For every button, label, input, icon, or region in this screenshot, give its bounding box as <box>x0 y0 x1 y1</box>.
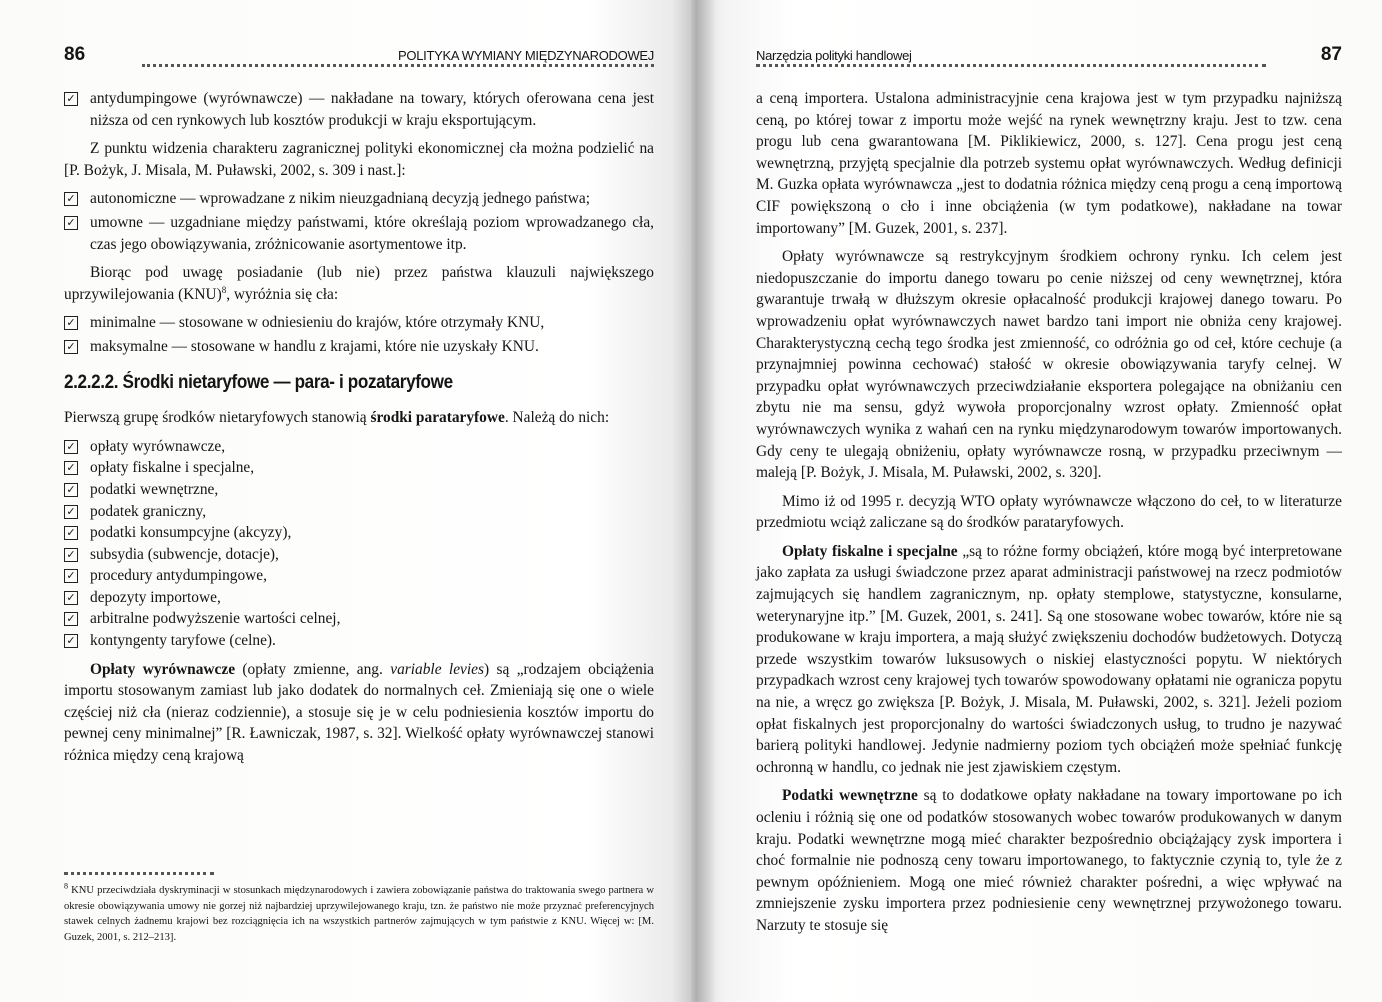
checkbox-bullet-icon: ✓ <box>64 526 78 540</box>
list-item-text: arbitralne podwyższenie wartości celnej, <box>90 610 341 628</box>
list-item <box>64 565 654 587</box>
checkbox-bullet-icon: ✓ <box>64 569 78 583</box>
paragraph: Pierwszą grupę środków nietaryfowych stanowią środki parataryfowe. Należą do nich: <box>64 409 610 427</box>
list-item <box>64 630 654 652</box>
list-item-text: antydumpingowe (wyrównawcze) — nakładane na towary, których oferowana cena jest niższa od cen rynkowych lub kosztów produkcji w kraju eksportującym. <box>90 90 654 129</box>
page-number-right: 87 <box>1320 44 1342 65</box>
header-rule-right <box>756 64 1266 71</box>
paragraph: Podatki wewnętrzne są to dodatkowe opłaty nakładane na towary importowane po ich ocleniu i różnią się one od podatków stosowanych wobec towarów produkowanych w danym kraju. Podatki wewnętrzne mogą mieć charakter bezpośrednio obciążający zysk importera i choć formalnie nie podnoszą ceny towaru importowanego, to faktycznie czynią to, tyle że z pewnym opóźnieniem. Mogą one mieć również charakter pośredni, a więc wpływać na zmniejszenie zysku importera przez podniesienie ceny wewnętrznej przywożonego towaru. Narzuty te stosuje się <box>756 787 1342 934</box>
paragraph: Opłaty fiskalne i specjalne „są to różne formy obciążeń, które mogą być interpretowane jako zapłata za usługi świadczone przez aparat administracji państwowej na rzecz podmiotów zajmujących się handlem zagranicznym, np. opłaty stemplowe, statystyczne, konsularne, weterynaryjne itp.” [M. Guzek, 2001, s. 241]. Są one stosowane wobec towarów, które nie są produkowane w kraju importera, a mają służyć zwiększeniu dochodów budżetowych. Dotyczą przede wszystkim towarów luksusowych o niskiej elastyczności popytu. W niektórych przypadkach wzrost ceny krajowej tych towarów spowodowany opłatami nie ogranicza popytu na nie, a wręcz go zwiększa [P. Bożyk, J. Misala, M. Puławski, 2002, s. 321]. Jeżeli poziom opłat fiskalnych jest proporcjonalny do wartości świadczonych usług, to trudno je nazywać barierą polityki handlowej. Jedynie nadmierny poziom tych obciążeń może spełniać funkcję ochronną w handlu, co jednak nie jest zjawiskiem częstym. <box>756 542 1342 776</box>
paragraph: Mimo iż od 1995 r. decyzją WTO opłaty wyrównawcze włączono do ceł, to w literaturze przedmiotu wciąż zaliczane są do środków parataryfowych. <box>756 492 1342 532</box>
paragraph: a ceną importera. Ustalona administracyjnie cena krajowa jest w tym przypadku najniższą ceną, po której towar z importu może wejść na rynek wewnętrzny kraju. Jest to tzw. cena progu lub cena gwarantowana [M. Piklikiewicz, 2000, s. 127]. Cena progu jest ceną wewnętrzną, przyjętą specjalnie dla potrzeb systemu opłat wyrównawczych. Według definicji M. Guzka opłata wyrównawcza „jest to dodatnia różnica między ceną progu a ceną importową CIF powiększoną o cło i inne obciążenia (w tym podatkowe), nakładane na towar importowany” [M. Guzek, 2001, s. 237]. <box>756 90 1342 237</box>
list-item <box>64 501 654 523</box>
list-item-text: minimalne — stosowane w odniesieniu do krajów, które otrzymały KNU, <box>90 314 545 332</box>
right-page <box>691 0 1382 1002</box>
list-item <box>64 479 654 501</box>
list-item <box>64 212 654 255</box>
checkbox-bullet-icon: ✓ <box>64 316 78 330</box>
list-item <box>64 457 654 479</box>
footnote-ref: 8 <box>221 284 227 295</box>
page-number-left: 86 <box>64 44 86 65</box>
list-item <box>64 608 654 630</box>
list-item-text: depozyty importowe, <box>90 588 221 606</box>
paragraph: Biorąc pod uwagę posiadanie (lub nie) przez państwa klauzuli największego uprzywilejowania (KNU)$^8$, wyróżnia się cła: <box>64 264 654 303</box>
list-item-text: podatek graniczny, <box>90 502 207 520</box>
list-item <box>64 436 654 458</box>
paragraph: Z punktu widzenia charakteru zagranicznej polityki ekonomicznej cła można podzielić na [P. Bożyk, J. Misala, M. Puławski, 2002, s. 309 i nast.]: <box>64 140 654 179</box>
bullet-list-min-max <box>64 312 654 357</box>
checkbox-bullet-icon: ✓ <box>64 483 78 497</box>
list-item-text: opłaty fiskalne i specjalne, <box>90 459 255 477</box>
right-body <box>756 88 1342 944</box>
list-item <box>64 522 654 544</box>
checkbox-bullet-icon: ✓ <box>64 548 78 562</box>
checkbox-bullet-icon: ✓ <box>64 92 78 106</box>
list-item <box>64 544 654 566</box>
list-item <box>64 188 654 210</box>
list-item-text: podatki wewnętrzne, <box>90 480 219 498</box>
list-item-text: procedury antydumpingowe, <box>90 567 267 585</box>
checkbox-bullet-icon: ✓ <box>64 340 78 354</box>
paragraph: Opłaty wyrównawcze są restrykcyjnym środkiem ochrony rynku. Ich celem jest niedopuszczanie do importu danego towaru po cenie niższej od ceny wewnętrznej, która gwarantuje trwałą w dłuższym okresie opłacalność produkcji krajowej danego towaru. Po wprowadzeniu opłat wyrównawczych nawet bardzo tani import nie obniża ceny krajowej. Charakterystyczną cechą tego środka jest zmienność, co odróżnia go od ceł, które cechuje (a przynajmniej powinna cechować) stałość w okresie obowiązywania taryfy celnej. W przypadku opłat wyrównawczych przeciwdziałanie eksportera polegające na obniżaniu cen zbytu nie ma sensu, gdyż wywoła proporcjonalny wzrost opłaty. Zmienność opłat wyrównawczych wynika z wahań cen na rynku międzynarodowym towarów importowanych. Gdy ceny te ulegają obniżeniu, opłaty wyrównawcze rosną, w przypadku przeciwnym — maleją [P. Bożyk, J. Misala, M. Puławski, 2002, s. 320]. <box>756 248 1342 482</box>
checkbox-bullet-icon: ✓ <box>64 461 78 475</box>
left-body <box>64 88 654 774</box>
list-item-text: autonomiczne — wprowadzane z nikim nieuzgadnianą decyzją jednego państwa; <box>90 190 591 208</box>
footnote: $^8$ KNU przeciwdziała dyskryminacji w stosunkach międzynarodowych i zawiera zobowiązanie państwa do traktowania swego partnera w okresie obowiązywania umowy nie gorzej niż najbardziej uprzywilejowanego kraju, tzn. że państwo nie może przyznać preferencyjnych stawek celnych żadnemu krajowi bez rozciągnięcia ich na wszystkich partnerów zajmujących w tym państwie z KNU. Więcej w: [M. Guzek, 2001, s. 212–213]. <box>64 881 654 943</box>
running-head-left: POLITYKA WYMIANY MIĘDZYNARODOWEJ <box>398 48 654 63</box>
paragraph: Opłaty wyrównawcze (opłaty zmienne, ang. variable levies) są „rodzajem obciążenia importu stosowanym zamiast lub jako dodatek do normalnych ceł. Zmieniają się one o wiele częściej niż cła (nieraz codziennie), a stosuje się je w celu podniesienia kosztów importu do pewnej ceny minimalnej” [R. Ławniczak, 1987, s. 32]. Wielkość opłaty wyrównawczej stanowi różnica między ceną krajową <box>64 660 654 765</box>
checkbox-bullet-icon: ✓ <box>64 216 78 230</box>
header-rule-left <box>142 64 654 71</box>
list-item <box>64 587 654 609</box>
list-item <box>64 336 654 358</box>
list-item-text: opłaty wyrównawcze, <box>90 437 226 455</box>
list-item-text: umowne — uzgadniane między państwami, które określają poziom wprowadzanego cła, czas jego obowiązywania, zróżnicowanie asortymentowe itp. <box>90 213 654 253</box>
checkbox-bullet-icon: ✓ <box>64 440 78 454</box>
bullet-list-parataryfowe <box>64 436 654 652</box>
list-item-text: podatki konsumpcyjne (akcyzy), <box>90 524 292 542</box>
list-item <box>64 88 654 131</box>
bullet-list-antidumping <box>64 88 654 131</box>
list-item-text: kontyngenty taryfowe (celne). <box>90 632 276 650</box>
checkbox-bullet-icon: ✓ <box>64 192 78 206</box>
section-heading: 2.2.2.2. Środki nietaryfowe — para- i pozataryfowe <box>64 371 453 393</box>
list-item-text: subsydia (subwencje, dotacje), <box>90 545 279 563</box>
checkbox-bullet-icon: ✓ <box>64 591 78 605</box>
list-item <box>64 312 654 334</box>
checkbox-bullet-icon: ✓ <box>64 612 78 626</box>
list-item-text: maksymalne — stosowane w handlu z krajami, które nie uzyskały KNU. <box>90 337 539 355</box>
checkbox-bullet-icon: ✓ <box>64 505 78 519</box>
bullet-list-autonomous <box>64 188 654 255</box>
running-head-right: Narzędzia polityki handlowej <box>756 48 912 63</box>
footnote-separator <box>64 872 214 875</box>
checkbox-bullet-icon: ✓ <box>64 634 78 648</box>
book-gutter-shadow <box>672 0 716 1002</box>
